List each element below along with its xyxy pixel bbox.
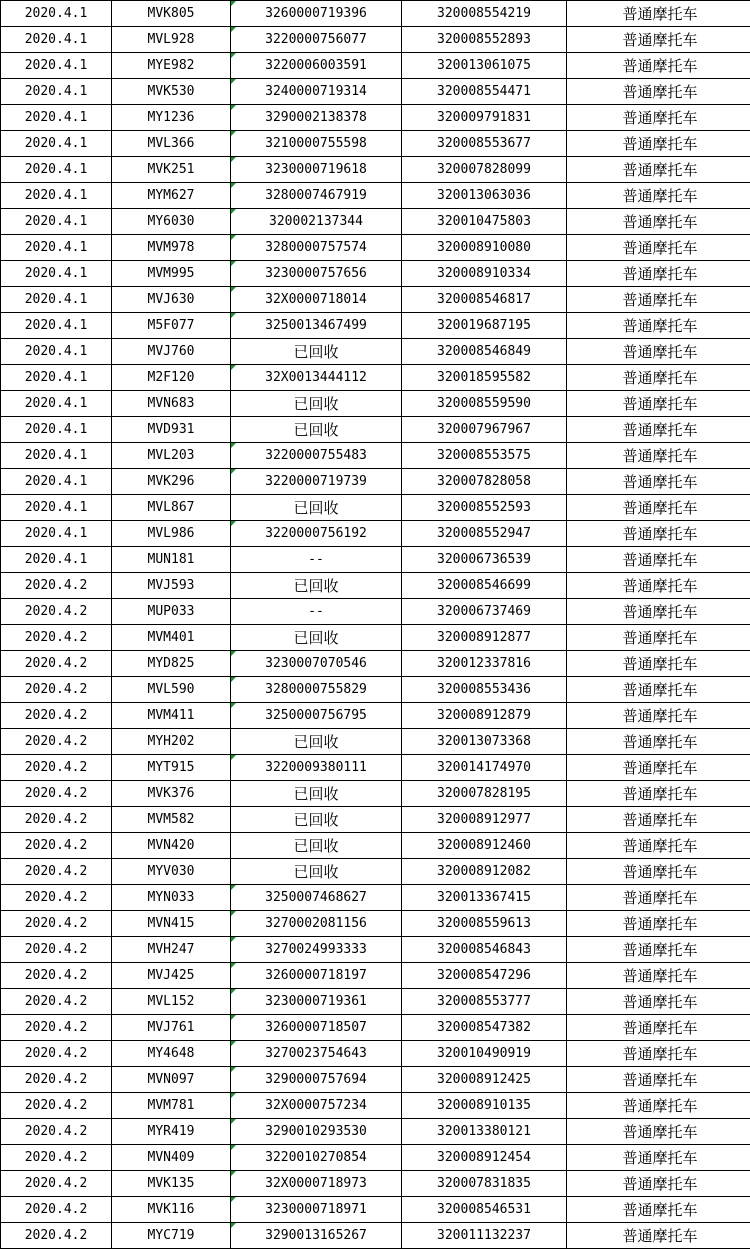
registration-cell[interactable]: 320008912977 xyxy=(402,807,567,833)
date-cell[interactable]: 2020.4.1 xyxy=(1,183,112,209)
plate-cell[interactable]: MVK116 xyxy=(112,1197,231,1223)
registration-cell[interactable]: 320007828058 xyxy=(402,469,567,495)
table-row xyxy=(1,1197,750,1223)
table-row xyxy=(1,53,750,79)
table-row xyxy=(1,1,750,27)
id-number-cell[interactable]: 3230000718971 xyxy=(231,1197,402,1223)
date-cell[interactable]: 2020.4.2 xyxy=(1,755,112,781)
id-number-cell[interactable]: 3220000755483 xyxy=(231,443,402,469)
table-row xyxy=(1,1119,750,1145)
table-row xyxy=(1,417,750,443)
table-row xyxy=(1,521,750,547)
registration-cell[interactable]: 320008546843 xyxy=(402,937,567,963)
date-cell[interactable]: 2020.4.2 xyxy=(1,1119,112,1145)
vehicle-type-cell[interactable]: 普通摩托车 xyxy=(567,287,750,313)
plate-cell[interactable]: MVL152 xyxy=(112,989,231,1015)
id-number-cell[interactable]: 已回收 xyxy=(231,339,402,365)
registration-cell[interactable]: 320009791831 xyxy=(402,105,567,131)
table-row xyxy=(1,677,750,703)
date-cell[interactable]: 2020.4.2 xyxy=(1,651,112,677)
vehicle-type-cell[interactable]: 普通摩托车 xyxy=(567,365,750,391)
vehicle-type-cell[interactable]: 普通摩托车 xyxy=(567,157,750,183)
plate-cell[interactable]: MYD825 xyxy=(112,651,231,677)
plate-cell[interactable]: MVJ630 xyxy=(112,287,231,313)
registration-cell[interactable]: 320006737469 xyxy=(402,599,567,625)
registration-cell[interactable]: 320008547296 xyxy=(402,963,567,989)
date-cell[interactable]: 2020.4.1 xyxy=(1,495,112,521)
registration-cell[interactable]: 320008912877 xyxy=(402,625,567,651)
id-number-cell[interactable]: 3280000755829 xyxy=(231,677,402,703)
registration-cell[interactable]: 320013367415 xyxy=(402,885,567,911)
registration-cell[interactable]: 320008553436 xyxy=(402,677,567,703)
plate-cell[interactable]: MYN033 xyxy=(112,885,231,911)
vehicle-type-cell[interactable]: 普通摩托车 xyxy=(567,729,750,755)
date-cell[interactable]: 2020.4.2 xyxy=(1,1171,112,1197)
id-number-cell[interactable]: 3220000756192 xyxy=(231,521,402,547)
vehicle-type-cell[interactable]: 普通摩托车 xyxy=(567,1067,750,1093)
id-number-cell[interactable]: 3250007468627 xyxy=(231,885,402,911)
plate-cell[interactable]: MVL928 xyxy=(112,27,231,53)
id-number-cell[interactable]: 3280007467919 xyxy=(231,183,402,209)
registration-cell[interactable]: 320008554471 xyxy=(402,79,567,105)
date-cell[interactable]: 2020.4.1 xyxy=(1,469,112,495)
vehicle-type-cell[interactable]: 普通摩托车 xyxy=(567,963,750,989)
date-cell[interactable]: 2020.4.1 xyxy=(1,417,112,443)
vehicle-type-cell[interactable]: 普通摩托车 xyxy=(567,625,750,651)
id-number-cell[interactable]: 3220000719739 xyxy=(231,469,402,495)
id-number-cell[interactable]: 已回收 xyxy=(231,859,402,885)
plate-cell[interactable]: M2F120 xyxy=(112,365,231,391)
id-number-cell[interactable]: 已回收 xyxy=(231,781,402,807)
date-cell[interactable]: 2020.4.2 xyxy=(1,1041,112,1067)
date-cell[interactable]: 2020.4.1 xyxy=(1,261,112,287)
plate-cell[interactable]: MYC719 xyxy=(112,1223,231,1249)
vehicle-type-cell[interactable]: 普通摩托车 xyxy=(567,911,750,937)
id-number-cell[interactable]: 已回收 xyxy=(231,573,402,599)
registration-cell[interactable]: 320011132237 xyxy=(402,1223,567,1249)
table-row xyxy=(1,469,750,495)
table-row xyxy=(1,885,750,911)
table-row xyxy=(1,1145,750,1171)
date-cell[interactable]: 2020.4.2 xyxy=(1,963,112,989)
plate-cell[interactable]: MY4648 xyxy=(112,1041,231,1067)
date-cell[interactable]: 2020.4.2 xyxy=(1,1067,112,1093)
date-cell[interactable]: 2020.4.1 xyxy=(1,79,112,105)
date-cell[interactable]: 2020.4.2 xyxy=(1,859,112,885)
date-cell[interactable]: 2020.4.2 xyxy=(1,1197,112,1223)
date-cell[interactable]: 2020.4.1 xyxy=(1,339,112,365)
registration-cell[interactable]: 320008553575 xyxy=(402,443,567,469)
plate-cell[interactable]: MVN420 xyxy=(112,833,231,859)
registration-cell[interactable]: 320010490919 xyxy=(402,1041,567,1067)
plate-cell[interactable]: MYV030 xyxy=(112,859,231,885)
table-row xyxy=(1,859,750,885)
table-row xyxy=(1,807,750,833)
plate-cell[interactable]: MVK251 xyxy=(112,157,231,183)
plate-cell[interactable]: MVK376 xyxy=(112,781,231,807)
plate-cell[interactable]: MVN409 xyxy=(112,1145,231,1171)
registration-cell[interactable]: 320013061075 xyxy=(402,53,567,79)
vehicle-type-cell[interactable]: 普通摩托车 xyxy=(567,703,750,729)
plate-cell[interactable]: MVK296 xyxy=(112,469,231,495)
id-number-cell[interactable]: -- xyxy=(231,599,402,625)
date-cell[interactable]: 2020.4.1 xyxy=(1,443,112,469)
registration-cell[interactable]: 320008910080 xyxy=(402,235,567,261)
id-number-cell[interactable]: 已回收 xyxy=(231,729,402,755)
date-cell[interactable]: 2020.4.2 xyxy=(1,625,112,651)
date-cell[interactable]: 2020.4.1 xyxy=(1,1,112,27)
table-row xyxy=(1,963,750,989)
id-number-cell[interactable]: 已回收 xyxy=(231,833,402,859)
table-row xyxy=(1,755,750,781)
vehicle-type-cell[interactable]: 普通摩托车 xyxy=(567,391,750,417)
registration-cell[interactable]: 320008546699 xyxy=(402,573,567,599)
id-number-cell[interactable]: 3230000757656 xyxy=(231,261,402,287)
date-cell[interactable]: 2020.4.1 xyxy=(1,27,112,53)
vehicle-type-cell[interactable]: 普通摩托车 xyxy=(567,989,750,1015)
registration-cell[interactable]: 320013073368 xyxy=(402,729,567,755)
vehicle-type-cell[interactable]: 普通摩托车 xyxy=(567,183,750,209)
date-cell[interactable]: 2020.4.2 xyxy=(1,1093,112,1119)
id-number-cell[interactable]: 3220010270854 xyxy=(231,1145,402,1171)
table-row xyxy=(1,391,750,417)
registration-cell[interactable]: 320008553777 xyxy=(402,989,567,1015)
vehicle-type-cell[interactable]: 普通摩托车 xyxy=(567,755,750,781)
registration-cell[interactable]: 320018595582 xyxy=(402,365,567,391)
id-number-cell[interactable]: 3220009380111 xyxy=(231,755,402,781)
registration-cell[interactable]: 320007828099 xyxy=(402,157,567,183)
plate-cell[interactable]: MY1236 xyxy=(112,105,231,131)
id-number-cell[interactable]: 3270023754643 xyxy=(231,1041,402,1067)
vehicle-type-cell[interactable]: 普通摩托车 xyxy=(567,859,750,885)
table-row xyxy=(1,1223,750,1249)
date-cell[interactable]: 2020.4.1 xyxy=(1,313,112,339)
plate-cell[interactable]: MYE982 xyxy=(112,53,231,79)
vehicle-type-cell[interactable]: 普通摩托车 xyxy=(567,833,750,859)
plate-cell[interactable]: MUN181 xyxy=(112,547,231,573)
id-number-cell[interactable]: 已回收 xyxy=(231,495,402,521)
plate-cell[interactable]: MVL203 xyxy=(112,443,231,469)
vehicle-type-cell[interactable]: 普通摩托车 xyxy=(567,521,750,547)
plate-cell[interactable]: MVM978 xyxy=(112,235,231,261)
id-number-cell[interactable]: 已回收 xyxy=(231,391,402,417)
date-cell[interactable]: 2020.4.1 xyxy=(1,365,112,391)
table-row xyxy=(1,833,750,859)
id-number-cell[interactable]: 3230007070546 xyxy=(231,651,402,677)
vehicle-type-cell[interactable]: 普通摩托车 xyxy=(567,937,750,963)
id-number-cell[interactable]: 3270024993333 xyxy=(231,937,402,963)
id-number-cell[interactable]: 已回收 xyxy=(231,625,402,651)
registration-cell[interactable]: 320012337816 xyxy=(402,651,567,677)
table-row xyxy=(1,573,750,599)
registration-cell[interactable]: 320014174970 xyxy=(402,755,567,781)
vehicle-type-cell[interactable]: 普通摩托车 xyxy=(567,807,750,833)
id-number-cell[interactable]: 3240000719314 xyxy=(231,79,402,105)
table-row xyxy=(1,1093,750,1119)
vehicle-type-cell[interactable]: 普通摩托车 xyxy=(567,53,750,79)
id-number-cell[interactable]: 32X0000718973 xyxy=(231,1171,402,1197)
date-cell[interactable]: 2020.4.2 xyxy=(1,911,112,937)
table-row xyxy=(1,157,750,183)
id-number-cell[interactable]: 3270002081156 xyxy=(231,911,402,937)
table-row xyxy=(1,287,750,313)
plate-cell[interactable]: MVM401 xyxy=(112,625,231,651)
plate-cell[interactable]: MVM582 xyxy=(112,807,231,833)
vehicle-type-cell[interactable]: 普通摩托车 xyxy=(567,417,750,443)
date-cell[interactable]: 2020.4.2 xyxy=(1,989,112,1015)
registration-cell[interactable]: 320008552593 xyxy=(402,495,567,521)
table-row xyxy=(1,79,750,105)
registration-cell[interactable]: 320008912082 xyxy=(402,859,567,885)
vehicle-type-cell[interactable]: 普通摩托车 xyxy=(567,1015,750,1041)
table-row xyxy=(1,651,750,677)
table-row xyxy=(1,989,750,1015)
registration-cell[interactable]: 320007967967 xyxy=(402,417,567,443)
date-cell[interactable]: 2020.4.2 xyxy=(1,573,112,599)
plate-cell[interactable]: MVK135 xyxy=(112,1171,231,1197)
plate-cell[interactable]: MVJ425 xyxy=(112,963,231,989)
vehicle-type-cell[interactable]: 普通摩托车 xyxy=(567,469,750,495)
date-cell[interactable]: 2020.4.2 xyxy=(1,1015,112,1041)
plate-cell[interactable]: MVM781 xyxy=(112,1093,231,1119)
registration-cell[interactable]: 320008559613 xyxy=(402,911,567,937)
vehicle-type-cell[interactable]: 普通摩托车 xyxy=(567,547,750,573)
table-row xyxy=(1,729,750,755)
registration-cell[interactable]: 320007828195 xyxy=(402,781,567,807)
plate-cell[interactable]: MVL986 xyxy=(112,521,231,547)
date-cell[interactable]: 2020.4.2 xyxy=(1,807,112,833)
plate-cell[interactable]: MVM411 xyxy=(112,703,231,729)
vehicle-type-cell[interactable]: 普通摩托车 xyxy=(567,677,750,703)
registration-cell[interactable]: 320008552893 xyxy=(402,27,567,53)
date-cell[interactable]: 2020.4.2 xyxy=(1,1223,112,1249)
plate-cell[interactable]: MVJ593 xyxy=(112,573,231,599)
vehicle-type-cell[interactable]: 普通摩托车 xyxy=(567,1197,750,1223)
plate-cell[interactable]: MYT915 xyxy=(112,755,231,781)
id-number-cell[interactable]: -- xyxy=(231,547,402,573)
registration-cell[interactable]: 320008553677 xyxy=(402,131,567,157)
registration-cell[interactable]: 320008546531 xyxy=(402,1197,567,1223)
table-row xyxy=(1,131,750,157)
date-cell[interactable]: 2020.4.1 xyxy=(1,287,112,313)
registration-cell[interactable]: 320008546849 xyxy=(402,339,567,365)
date-cell[interactable]: 2020.4.2 xyxy=(1,677,112,703)
table-row xyxy=(1,183,750,209)
date-cell[interactable]: 2020.4.2 xyxy=(1,937,112,963)
table-row xyxy=(1,261,750,287)
id-number-cell[interactable]: 3230000719361 xyxy=(231,989,402,1015)
date-cell[interactable]: 2020.4.1 xyxy=(1,157,112,183)
table-row xyxy=(1,235,750,261)
date-cell[interactable]: 2020.4.2 xyxy=(1,599,112,625)
table-row xyxy=(1,1171,750,1197)
registration-cell[interactable]: 320008552947 xyxy=(402,521,567,547)
registration-cell[interactable]: 320007831835 xyxy=(402,1171,567,1197)
plate-cell[interactable]: MUP033 xyxy=(112,599,231,625)
table-row xyxy=(1,599,750,625)
vehicle-type-cell[interactable]: 普通摩托车 xyxy=(567,105,750,131)
plate-cell[interactable]: MVJ761 xyxy=(112,1015,231,1041)
table-row xyxy=(1,209,750,235)
id-number-cell[interactable]: 32X0000718014 xyxy=(231,287,402,313)
plate-cell[interactable]: MVN683 xyxy=(112,391,231,417)
registration-cell[interactable]: 320019687195 xyxy=(402,313,567,339)
table-row xyxy=(1,105,750,131)
vehicle-type-cell[interactable]: 普通摩托车 xyxy=(567,235,750,261)
plate-cell[interactable]: MVH247 xyxy=(112,937,231,963)
vehicle-type-cell[interactable]: 普通摩托车 xyxy=(567,599,750,625)
id-number-cell[interactable]: 3250000756795 xyxy=(231,703,402,729)
registration-cell[interactable]: 320010475803 xyxy=(402,209,567,235)
plate-cell[interactable]: MYR419 xyxy=(112,1119,231,1145)
plate-cell[interactable]: MVM995 xyxy=(112,261,231,287)
plate-cell[interactable]: MYH202 xyxy=(112,729,231,755)
registration-cell[interactable]: 320013063036 xyxy=(402,183,567,209)
table-row xyxy=(1,365,750,391)
id-number-cell[interactable]: 3290002138378 xyxy=(231,105,402,131)
vehicle-type-cell[interactable]: 普通摩托车 xyxy=(567,339,750,365)
id-number-cell[interactable]: 3220000756077 xyxy=(231,27,402,53)
registration-cell[interactable]: 320008554219 xyxy=(402,1,567,27)
vehicle-type-cell[interactable]: 普通摩托车 xyxy=(567,651,750,677)
vehicle-type-cell[interactable]: 普通摩托车 xyxy=(567,1093,750,1119)
registration-cell[interactable]: 320008912879 xyxy=(402,703,567,729)
registration-cell[interactable]: 320008912460 xyxy=(402,833,567,859)
registration-cell[interactable]: 320008559590 xyxy=(402,391,567,417)
table-row xyxy=(1,27,750,53)
date-cell[interactable]: 2020.4.1 xyxy=(1,235,112,261)
table-row xyxy=(1,1015,750,1041)
id-number-cell[interactable]: 3260000718197 xyxy=(231,963,402,989)
plate-cell[interactable]: MY6030 xyxy=(112,209,231,235)
table-row xyxy=(1,339,750,365)
table-row xyxy=(1,703,750,729)
vehicle-type-cell[interactable]: 普通摩托车 xyxy=(567,781,750,807)
id-number-cell[interactable]: 3260000718507 xyxy=(231,1015,402,1041)
vehicle-type-cell[interactable]: 普通摩托车 xyxy=(567,1223,750,1249)
vehicle-type-cell[interactable]: 普通摩托车 xyxy=(567,573,750,599)
plate-cell[interactable]: MVN097 xyxy=(112,1067,231,1093)
table-row xyxy=(1,625,750,651)
vehicle-type-cell[interactable]: 普通摩托车 xyxy=(567,495,750,521)
id-number-cell[interactable]: 320002137344 xyxy=(231,209,402,235)
date-cell[interactable]: 2020.4.2 xyxy=(1,729,112,755)
id-number-cell[interactable]: 3220006003591 xyxy=(231,53,402,79)
id-number-cell[interactable]: 已回收 xyxy=(231,807,402,833)
registration-cell[interactable]: 320008546817 xyxy=(402,287,567,313)
date-cell[interactable]: 2020.4.2 xyxy=(1,1145,112,1171)
vehicle-type-cell[interactable]: 普通摩托车 xyxy=(567,209,750,235)
vehicle-type-cell[interactable]: 普通摩托车 xyxy=(567,27,750,53)
plate-cell[interactable]: MVL867 xyxy=(112,495,231,521)
registration-cell[interactable]: 320008912454 xyxy=(402,1145,567,1171)
date-cell[interactable]: 2020.4.1 xyxy=(1,391,112,417)
date-cell[interactable]: 2020.4.2 xyxy=(1,833,112,859)
date-cell[interactable]: 2020.4.2 xyxy=(1,703,112,729)
plate-cell[interactable]: M5F077 xyxy=(112,313,231,339)
vehicle-type-cell[interactable]: 普通摩托车 xyxy=(567,79,750,105)
vehicle-type-cell[interactable]: 普通摩托车 xyxy=(567,131,750,157)
registration-cell[interactable]: 320008912425 xyxy=(402,1067,567,1093)
date-cell[interactable]: 2020.4.1 xyxy=(1,53,112,79)
date-cell[interactable]: 2020.4.1 xyxy=(1,209,112,235)
date-cell[interactable]: 2020.4.1 xyxy=(1,521,112,547)
id-number-cell[interactable]: 3260000719396 xyxy=(231,1,402,27)
plate-cell[interactable]: MVD931 xyxy=(112,417,231,443)
vehicle-type-cell[interactable]: 普通摩托车 xyxy=(567,1119,750,1145)
table-row xyxy=(1,313,750,339)
plate-cell[interactable]: MVL590 xyxy=(112,677,231,703)
registration-cell[interactable]: 320008910334 xyxy=(402,261,567,287)
id-number-cell[interactable]: 32X0000757234 xyxy=(231,1093,402,1119)
date-cell[interactable]: 2020.4.1 xyxy=(1,131,112,157)
id-number-cell[interactable]: 已回收 xyxy=(231,417,402,443)
date-cell[interactable]: 2020.4.2 xyxy=(1,781,112,807)
vehicle-type-cell[interactable]: 普通摩托车 xyxy=(567,1,750,27)
vehicle-type-cell[interactable]: 普通摩托车 xyxy=(567,885,750,911)
id-number-cell[interactable]: 3290010293530 xyxy=(231,1119,402,1145)
plate-cell[interactable]: MVK530 xyxy=(112,79,231,105)
plate-cell[interactable]: MVN415 xyxy=(112,911,231,937)
registration-cell[interactable]: 320013380121 xyxy=(402,1119,567,1145)
table-row xyxy=(1,443,750,469)
plate-cell[interactable]: MVK805 xyxy=(112,1,231,27)
table-row xyxy=(1,911,750,937)
id-number-cell[interactable]: 32X0013444112 xyxy=(231,365,402,391)
date-cell[interactable]: 2020.4.1 xyxy=(1,105,112,131)
registration-cell[interactable]: 320006736539 xyxy=(402,547,567,573)
plate-cell[interactable]: MVL366 xyxy=(112,131,231,157)
table-row xyxy=(1,547,750,573)
date-cell[interactable]: 2020.4.2 xyxy=(1,885,112,911)
table-row xyxy=(1,1041,750,1067)
registration-cell[interactable]: 320008547382 xyxy=(402,1015,567,1041)
vehicle-type-cell[interactable]: 普通摩托车 xyxy=(567,1041,750,1067)
id-number-cell[interactable]: 3230000719618 xyxy=(231,157,402,183)
vehicle-type-cell[interactable]: 普通摩托车 xyxy=(567,1145,750,1171)
vehicle-type-cell[interactable]: 普通摩托车 xyxy=(567,443,750,469)
id-number-cell[interactable]: 3210000755598 xyxy=(231,131,402,157)
registration-cell[interactable]: 320008910135 xyxy=(402,1093,567,1119)
plate-cell[interactable]: MVJ760 xyxy=(112,339,231,365)
plate-cell[interactable]: MYM627 xyxy=(112,183,231,209)
id-number-cell[interactable]: 3280000757574 xyxy=(231,235,402,261)
table-body xyxy=(1,1,750,1249)
table-row xyxy=(1,781,750,807)
date-cell[interactable]: 2020.4.1 xyxy=(1,547,112,573)
table-row xyxy=(1,937,750,963)
vehicle-type-cell[interactable]: 普通摩托车 xyxy=(567,313,750,339)
table-row xyxy=(1,495,750,521)
table-row xyxy=(1,1067,750,1093)
id-number-cell[interactable]: 3290013165267 xyxy=(231,1223,402,1249)
id-number-cell[interactable]: 3250013467499 xyxy=(231,313,402,339)
id-number-cell[interactable]: 3290000757694 xyxy=(231,1067,402,1093)
vehicle-type-cell[interactable]: 普通摩托车 xyxy=(567,1171,750,1197)
vehicle-type-cell[interactable]: 普通摩托车 xyxy=(567,261,750,287)
